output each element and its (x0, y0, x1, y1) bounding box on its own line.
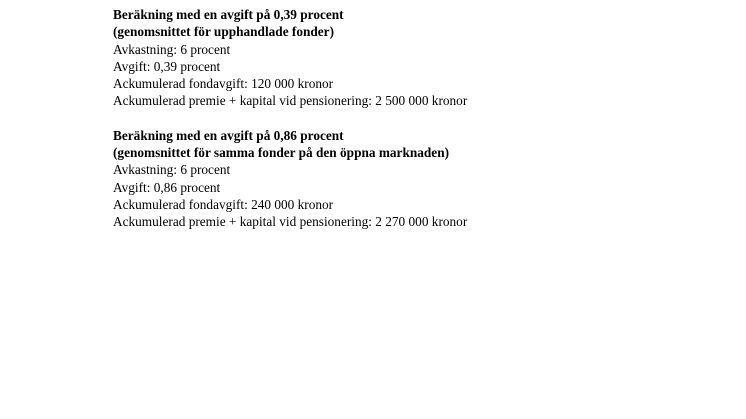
accumulated-fee-line: Ackumulerad fondavgift: 120 000 kronor (113, 76, 334, 92)
calculation-heading: Beräkning med en avgift på 0,86 procent (113, 127, 344, 143)
fee-line: Avgift: 0,39 procent (113, 58, 221, 74)
calculation-subheading: (genomsnittet för samma fonder på den öppna marknaden) (113, 145, 450, 161)
calculation-subheading: (genomsnittet för upphandlade fonder) (113, 24, 335, 40)
calculation-block-high-fee (113, 127, 733, 231)
accumulated-fee-line: Ackumulerad fondavgift: 240 000 kronor (113, 196, 334, 212)
return-line: Avkastning: 6 procent (113, 162, 231, 178)
accumulated-capital-line: Ackumulerad premie + kapital vid pensionering: 2 500 000 kronor (113, 93, 468, 109)
fee-line: Avgift: 0,86 procent (113, 179, 221, 195)
calculation-heading: Beräkning med en avgift på 0,39 procent (113, 7, 344, 22)
calculation-block-low-fee (113, 6, 733, 110)
accumulated-capital-line: Ackumulerad premie + kapital vid pensionering: 2 270 000 kronor (113, 214, 468, 230)
return-line: Avkastning: 6 procent (113, 41, 231, 57)
document-body (113, 6, 733, 231)
